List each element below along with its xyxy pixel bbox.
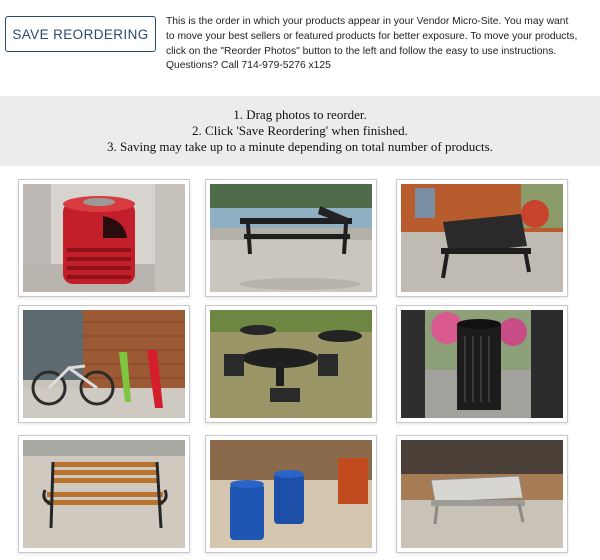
black-bench-on-patio-photo <box>401 184 563 292</box>
product-tile-5[interactable] <box>205 305 377 423</box>
blue-recycling-bins-photo <box>210 440 372 548</box>
intro-line: to move your best sellers or featured products for better exposure. To move your products, <box>166 30 578 42</box>
bike-rack-and-bollards-photo <box>23 310 185 418</box>
black-bench-by-fountain-photo <box>210 184 372 292</box>
product-tile-2[interactable] <box>205 179 377 297</box>
reorder-instructions <box>0 96 600 166</box>
product-tile-9[interactable] <box>396 435 568 553</box>
save-reordering-button[interactable]: SAVE REORDERING <box>5 16 156 52</box>
product-tile-8[interactable] <box>205 435 377 553</box>
top-bar <box>0 0 600 92</box>
product-tile-4[interactable] <box>18 305 190 423</box>
red-trash-receptacle-photo <box>23 184 185 292</box>
stone-bench-photo <box>401 440 563 548</box>
instruction-step: 3. Saving may take up to a minute depending on total number of products. <box>107 139 493 154</box>
intro-line: click on the "Reorder Photos" button to the left and follow the easy to use instructions. <box>166 45 557 57</box>
black-trash-receptacle-photo <box>401 310 563 418</box>
wood-slat-bench-photo <box>23 440 185 548</box>
product-tile-6[interactable] <box>396 305 568 423</box>
outdoor-picnic-tables-photo <box>210 310 372 418</box>
product-tile-7[interactable] <box>18 435 190 553</box>
product-tile-1[interactable] <box>18 179 190 297</box>
product-tile-3[interactable] <box>396 179 568 297</box>
intro-line: This is the order in which your products appear in your Vendor Micro-Site. You may want <box>166 16 569 27</box>
instruction-step: 1. Drag photos to reorder. <box>233 107 367 122</box>
intro-line: Questions? Call 714-979-5276 x125 <box>166 60 331 72</box>
instruction-step: 2. Click 'Save Reordering' when finished. <box>192 123 408 138</box>
intro-text <box>166 15 586 74</box>
